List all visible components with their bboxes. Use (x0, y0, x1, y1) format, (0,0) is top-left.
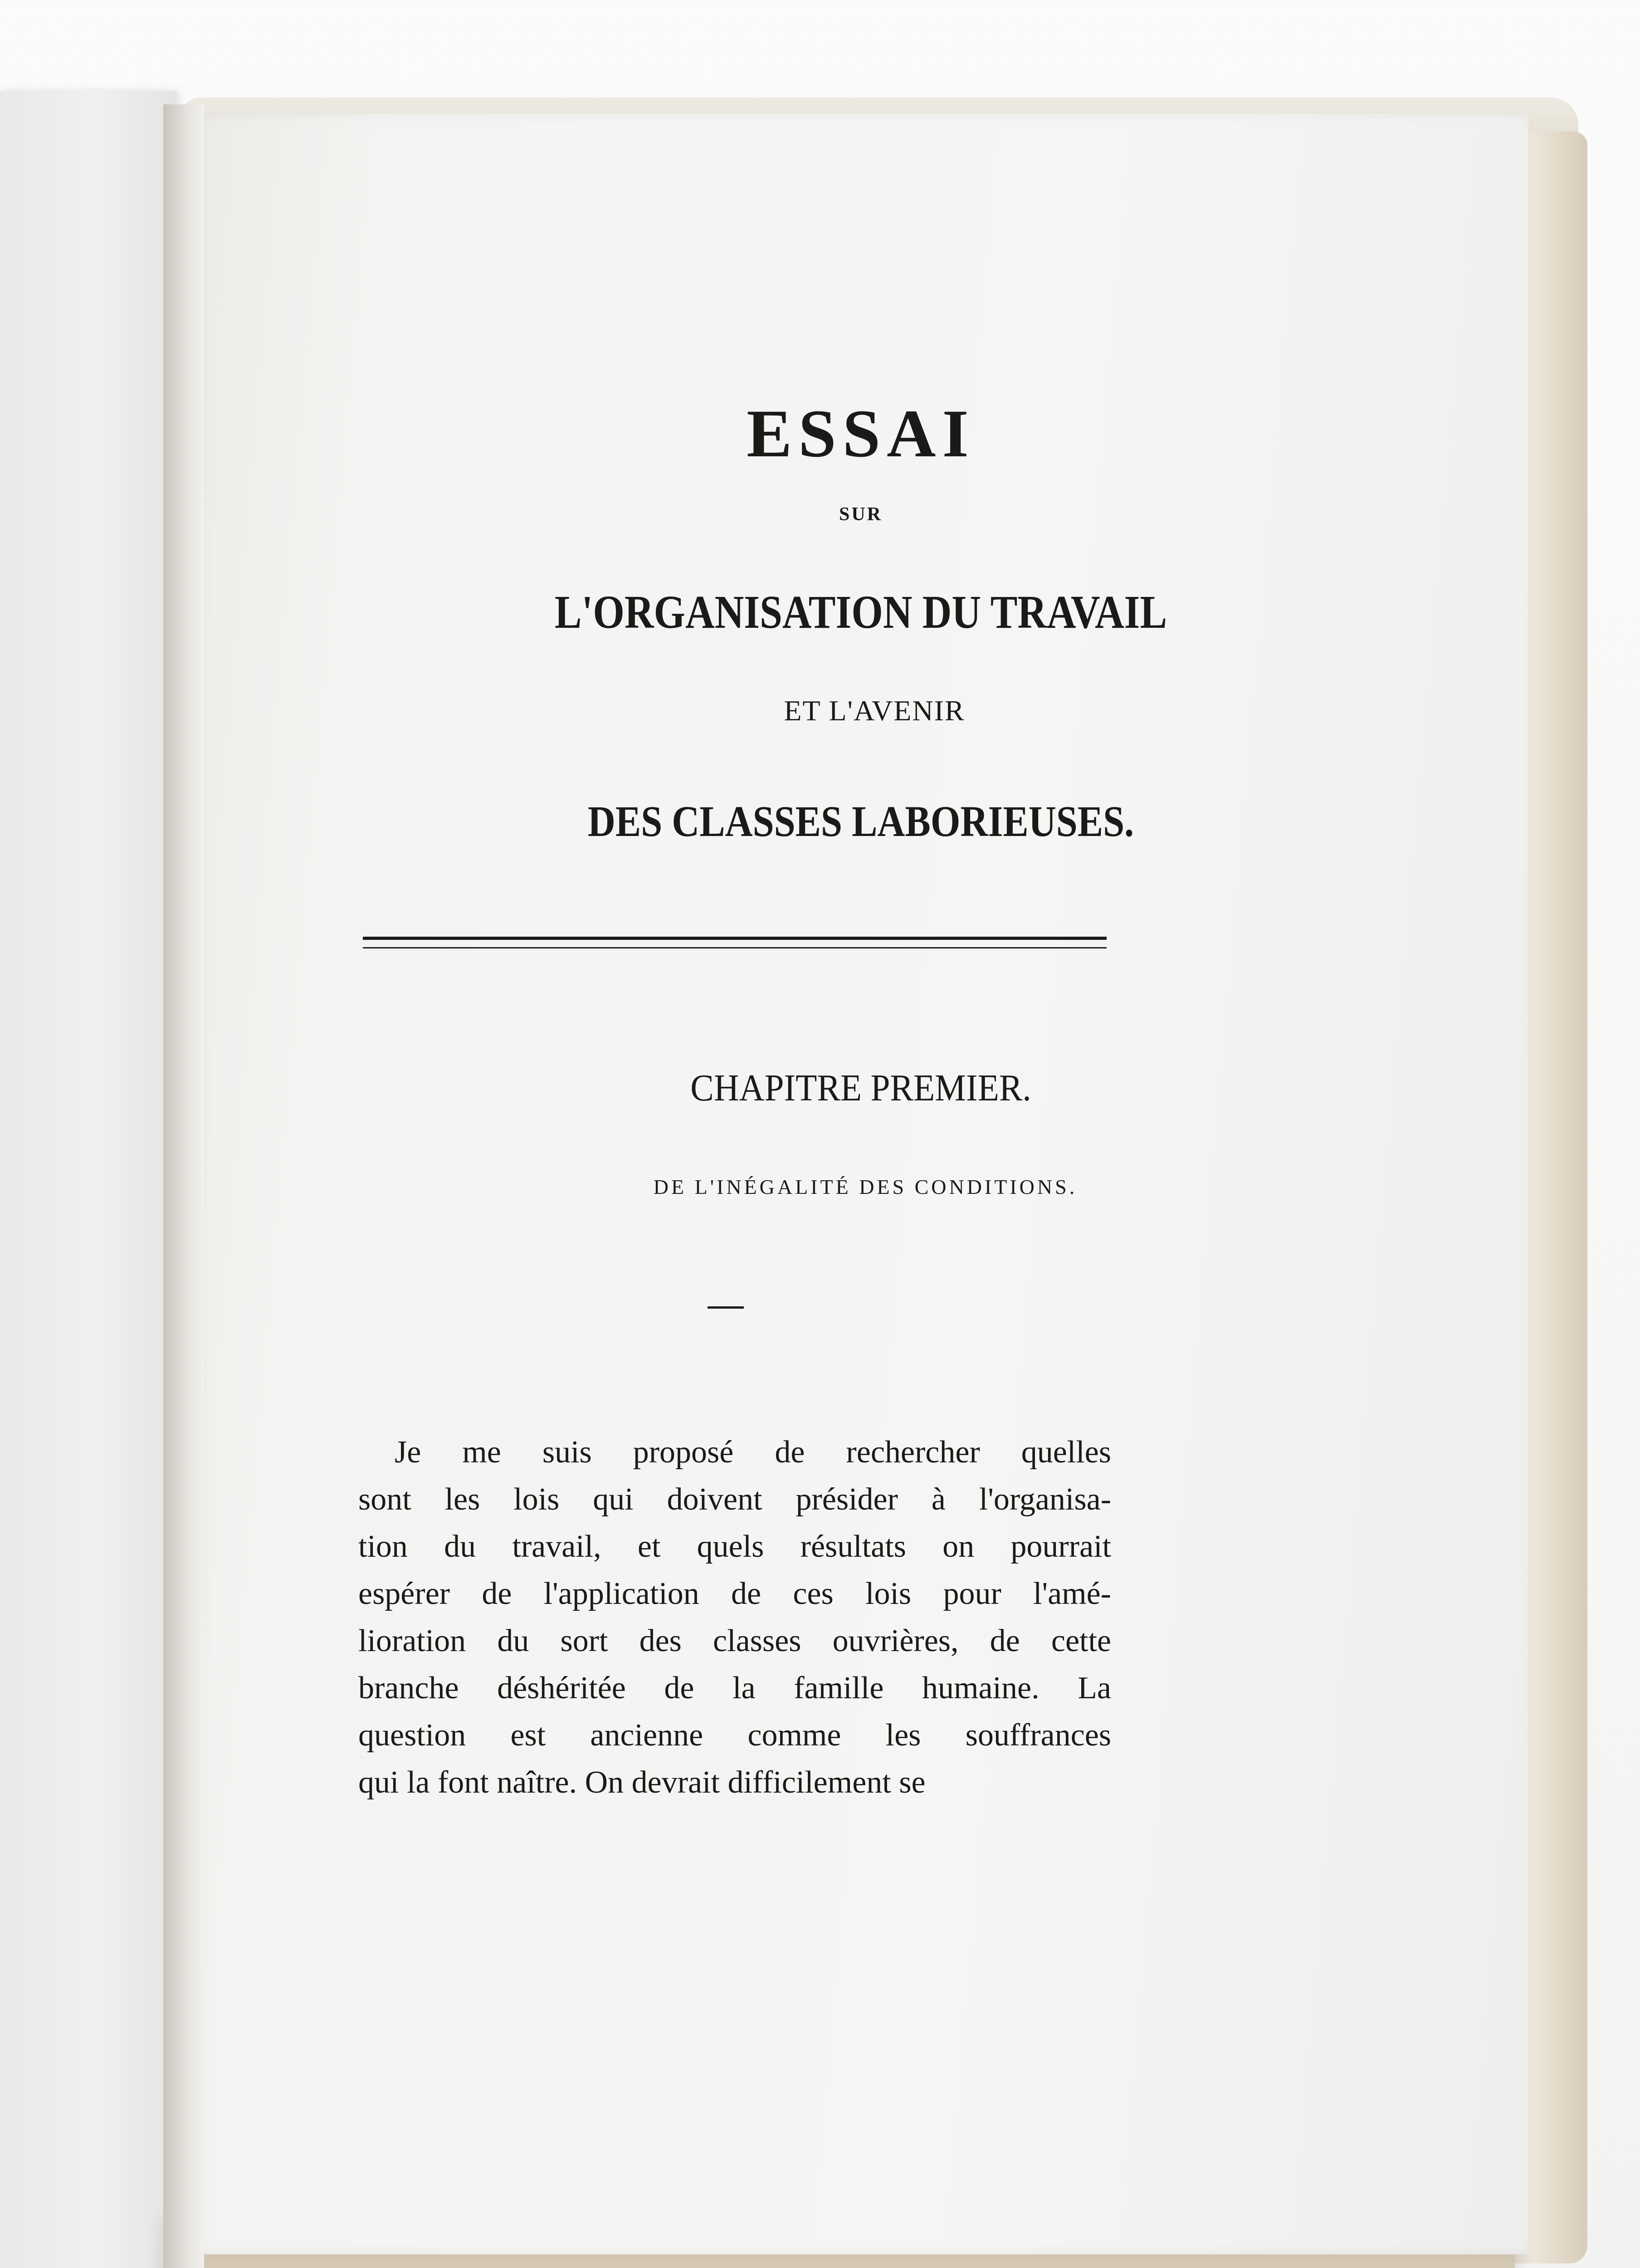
main-title: L'ORGANISATION DU TRAVAIL (554, 586, 1167, 638)
title-connector: ET L'AVENIR (784, 694, 965, 727)
body-line: branche déshéritée de la famille humaine. La (358, 1671, 1111, 1706)
body-line: sont les lois qui doivent présider à l'organisa- (358, 1482, 1111, 1517)
body-line: espérer de l'application de ces lois pour l'amé- (358, 1576, 1111, 1611)
subtitle: DES CLASSES LABORIEUSES. (587, 797, 1134, 846)
title-sur: SUR (839, 504, 883, 525)
title-essai: ESSAI (747, 396, 975, 471)
double-rule-thin (363, 947, 1107, 948)
body-line: qui la font naître. On devrait difficilement se (358, 1765, 926, 1800)
body-line: question est ancienne comme les souffrances (358, 1718, 1111, 1753)
body-line: lioration du sort des classes ouvrières, de cette (358, 1623, 1111, 1658)
body-line: tion du travail, et quels résultats on pourrait (358, 1529, 1111, 1564)
chapter-subheading: DE L'INÉGALITÉ DES CONDITIONS. (653, 1175, 1078, 1198)
body-paragraph (358, 1429, 1111, 1806)
double-rule-thick (363, 937, 1107, 940)
body-line: Je me suis proposé de rechercher quelles (395, 1435, 1111, 1470)
chapter-heading: CHAPITRE PREMIER. (690, 1067, 1031, 1109)
separator-dash (708, 1306, 744, 1309)
